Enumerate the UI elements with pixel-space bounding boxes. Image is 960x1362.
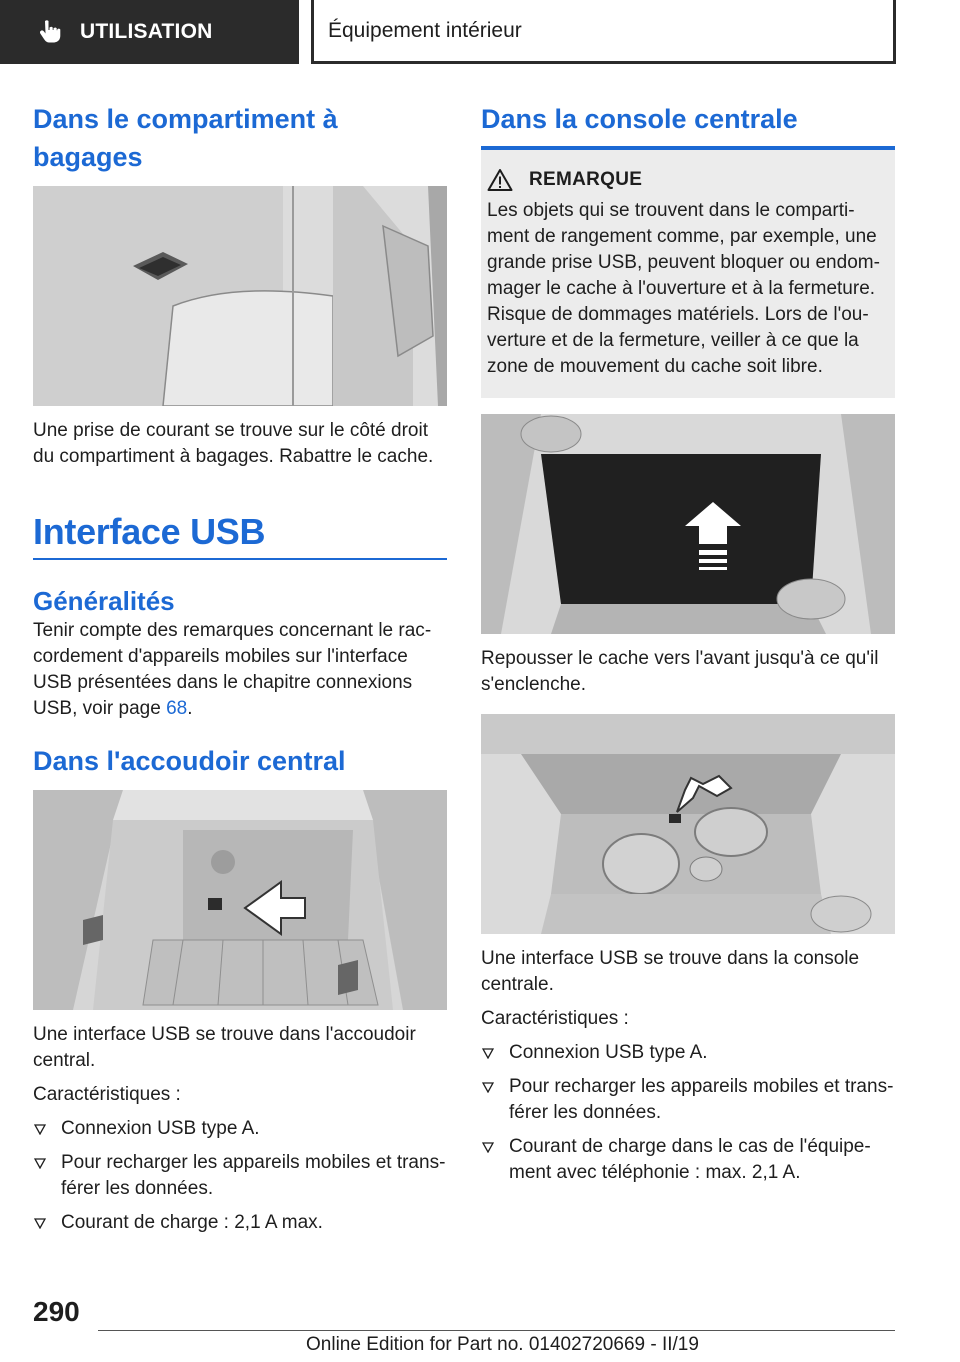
usb-title: Interface USB bbox=[33, 511, 266, 552]
bullet-triangle-icon bbox=[482, 1048, 494, 1059]
console-text: Une interface USB se trouve dans la console centrale. bbox=[481, 948, 860, 995]
hand-pointer-icon bbox=[36, 18, 64, 46]
bullet-triangle-icon bbox=[34, 1158, 46, 1169]
trunk-text: Une prise de courant se trouve sur le côté droit du compartiment à bagages. Rabattre le cache. bbox=[33, 420, 434, 467]
edition-footer: Online Edition for Part no. 01402720669 - II/19 bbox=[306, 1334, 699, 1355]
list-item: Connexion USB type A. bbox=[33, 1116, 447, 1142]
features-label: Caractéristiques : bbox=[33, 1084, 181, 1105]
page-link[interactable]: 68 bbox=[166, 698, 188, 719]
armrest-feature-list bbox=[33, 1116, 447, 1236]
bullet-triangle-icon bbox=[34, 1124, 46, 1135]
list-item: Courant de charge : 2,1 A max. bbox=[33, 1210, 447, 1236]
section-tab bbox=[0, 0, 299, 64]
note-text: Les objets qui se trouvent dans le compartiment de rangement comme, par exemple, une grande prise USB, peuvent bloquer ou endommager le cache à l'ouverture et à la fermeture. Risque de dommages matériels. Lors de l'ouverture et de la fermeture, veiller à ce que la zone de mouvement du cache soit libre. bbox=[487, 200, 880, 377]
warning-triangle-icon bbox=[487, 168, 513, 192]
bullet-triangle-icon bbox=[34, 1218, 46, 1229]
right-column bbox=[481, 100, 895, 1194]
console-cover-figure bbox=[481, 414, 895, 634]
cover-text: Repousser le cache vers l'avant jusqu'à ce qu'il s'enclenche. bbox=[481, 648, 879, 695]
chapter-tab bbox=[311, 0, 896, 64]
console-feature-list bbox=[481, 1040, 895, 1186]
trunk-heading: Dans le compartiment à bagages bbox=[33, 104, 338, 172]
note-label: REMARQUE bbox=[529, 169, 643, 190]
bullet-triangle-icon bbox=[482, 1142, 494, 1153]
console-heading: Dans la console centrale bbox=[481, 104, 798, 134]
list-item: Courant de charge dans le cas de l'équipement avec téléphonie : max. 2,1 A. bbox=[481, 1134, 895, 1186]
left-column bbox=[33, 100, 447, 1244]
chapter-title: Équipement intérieur bbox=[328, 18, 522, 42]
list-item: Connexion USB type A. bbox=[481, 1040, 895, 1066]
list-item: Pour recharger les appareils mobiles et transférer les données. bbox=[33, 1150, 447, 1202]
title-rule bbox=[33, 558, 447, 560]
armrest-usb-figure bbox=[33, 790, 447, 1010]
general-heading: Généralités bbox=[33, 586, 175, 616]
general-text: Tenir compte des remarques concernant le raccordement d'appareils mobiles sur l'interface USB présentées dans le chapitre connexions USB, voir page 68. bbox=[33, 620, 432, 719]
note-box bbox=[481, 150, 895, 398]
section-title: UTILISATION bbox=[80, 20, 213, 43]
armrest-text: Une interface USB se trouve dans l'accoudoir central. bbox=[33, 1024, 416, 1071]
page-number: 290 bbox=[33, 1296, 80, 1327]
bullet-triangle-icon bbox=[482, 1082, 494, 1093]
features-label-right: Caractéristiques : bbox=[481, 1008, 629, 1029]
list-item: Pour recharger les appareils mobiles et transférer les données. bbox=[481, 1074, 895, 1126]
trunk-socket-figure bbox=[33, 186, 447, 406]
armrest-heading: Dans l'accoudoir central bbox=[33, 746, 346, 776]
footer-rule bbox=[98, 1330, 895, 1331]
console-usb-figure bbox=[481, 714, 895, 934]
